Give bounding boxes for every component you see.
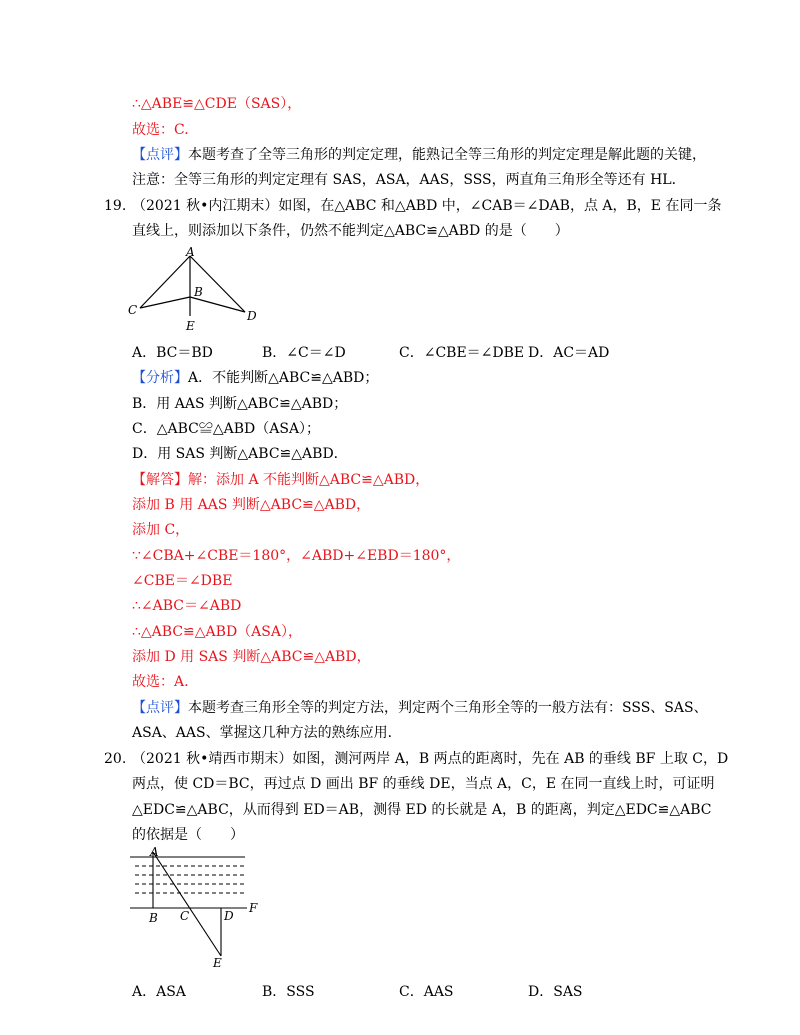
q19-option-d: D．AC＝AD	[528, 345, 610, 361]
q20-stem-line1: （2021 秋•靖西市期末）如图，测河两岸 A，B 两点的距离时，先在 AB 的垂线 BF 上取 C，D	[132, 751, 729, 767]
q19-comment-tag: 【点评】	[132, 700, 188, 716]
q20-label-d: D	[224, 909, 234, 923]
q20-stem-line4: 的依据是（ ）	[132, 827, 244, 843]
q19-comment-line1	[132, 698, 708, 718]
q19-label-c: C	[128, 303, 138, 317]
q19-solution-text1: 解：添加 A 不能判断△ABC≌△ABD，	[188, 472, 430, 488]
q19-stem-line1: （2021 秋•内江期末）如图，在△ABC 和△ABD 中，∠CAB＝∠DAB，点 A，B，E 在同一条	[132, 198, 722, 214]
q20-number: 20.	[104, 751, 127, 767]
q20-option-a: A．ASA	[132, 984, 186, 1000]
q19-solution-line2: 添加 B 用 AAS 判断△ABC≌△ABD，	[132, 497, 371, 513]
q19-solution-line4: ∵∠CBA+∠CBE＝180°，∠ABD+∠EBD＝180°，	[132, 548, 461, 564]
q19-option-a: A．BC＝BD	[132, 345, 213, 361]
q19-solution-line6: ∴∠ABC＝∠ABD	[132, 598, 242, 614]
q19-label-a: A	[186, 245, 195, 259]
q20-label-e: E	[213, 956, 222, 970]
q19-solution-line8: 添加 D 用 SAS 判断△ABC≌△ABD，	[132, 649, 371, 665]
q19-solution-line1	[132, 470, 429, 490]
q19-line-ad	[190, 256, 245, 312]
prev-conclusion: ∴△ABE≌△CDE（SAS），	[132, 96, 302, 112]
q19-solution-line7: ∴△ABC≌△ABD（ASA），	[132, 624, 302, 640]
q19-number: 19.	[104, 198, 127, 214]
prev-comment-line2: 注意：全等三角形的判定定理有 SAS，ASA，AAS，SSS，两直角三角形全等还有 HL．	[132, 172, 686, 188]
q19-option-c: C．∠CBE＝∠DBE	[399, 345, 525, 361]
q19-comment-line2: ASA、AAS、掌握这几种方法的熟练应用．	[132, 725, 402, 741]
prev-comment-text1: 本题考查了全等三角形的判定定理，能熟记全等三角形的判定定理是解此题的关键，	[188, 147, 706, 163]
q19-label-b: B	[194, 285, 203, 299]
q20-label-c: C	[180, 909, 190, 923]
q20-label-f: F	[249, 901, 258, 915]
q19-solution-line9: 故选：A.	[132, 674, 189, 690]
q19-analysis-line1	[132, 368, 378, 388]
q19-analysis-line3: C．△ABC≌△ABD（ASA）；	[132, 421, 321, 437]
q19-analysis-text1: A．不能判断△ABC≌△ABD；	[188, 370, 379, 386]
q19-line-bd	[190, 297, 245, 312]
prev-answer: 故选：C.	[132, 122, 189, 138]
q19-label-d: D	[247, 309, 257, 323]
q19-line-ac	[140, 256, 190, 308]
prev-comment-line1	[132, 145, 706, 165]
q19-stem-line2: 直线上，则添加以下条件，仍然不能判定△ABC≌△ABD 的是（ ）	[132, 223, 569, 239]
q20-label-a: A	[150, 845, 159, 859]
q19-label-e: E	[186, 319, 195, 333]
q19-line-cb	[140, 297, 190, 308]
q20-figure	[125, 842, 270, 970]
q19-figure	[120, 244, 270, 334]
q20-line-ae	[153, 852, 221, 956]
q20-stem-line2: 两点，使 CD＝BC，再过点 D 画出 BF 的垂线 DE，当点 A，C，E 在同一直线上时，可证明	[132, 776, 715, 792]
q20-option-c: C．AAS	[399, 984, 454, 1000]
q19-solution-tag: 【解答】	[132, 472, 188, 488]
q19-solution-line5: ∠CBE＝∠DBE	[132, 573, 233, 589]
q19-analysis-line2: B．用 AAS 判断△ABC≌△ABD；	[132, 396, 348, 412]
q20-label-b: B	[149, 911, 158, 925]
prev-comment-tag: 【点评】	[132, 147, 188, 163]
q19-analysis-tag: 【分析】	[132, 370, 188, 386]
q19-solution-line3: 添加 C，	[132, 522, 190, 538]
q20-option-b: B．SSS	[262, 984, 315, 1000]
q19-analysis-line4: D．用 SAS 判断△ABC≌△ABD．	[132, 446, 348, 462]
q20-stem-line3: △EDC≌△ABC，从而得到 ED＝AB，测得 ED 的长就是 A，B 的距离，判定△EDC≌△ABC	[132, 802, 712, 818]
q20-option-d: D．SAS	[528, 984, 583, 1000]
q19-comment-text1: 本题考查三角形全等的判定方法，判定两个三角形全等的一般方法有：SSS、SAS、	[188, 700, 708, 716]
q19-option-b: B．∠C＝∠D	[262, 345, 346, 361]
